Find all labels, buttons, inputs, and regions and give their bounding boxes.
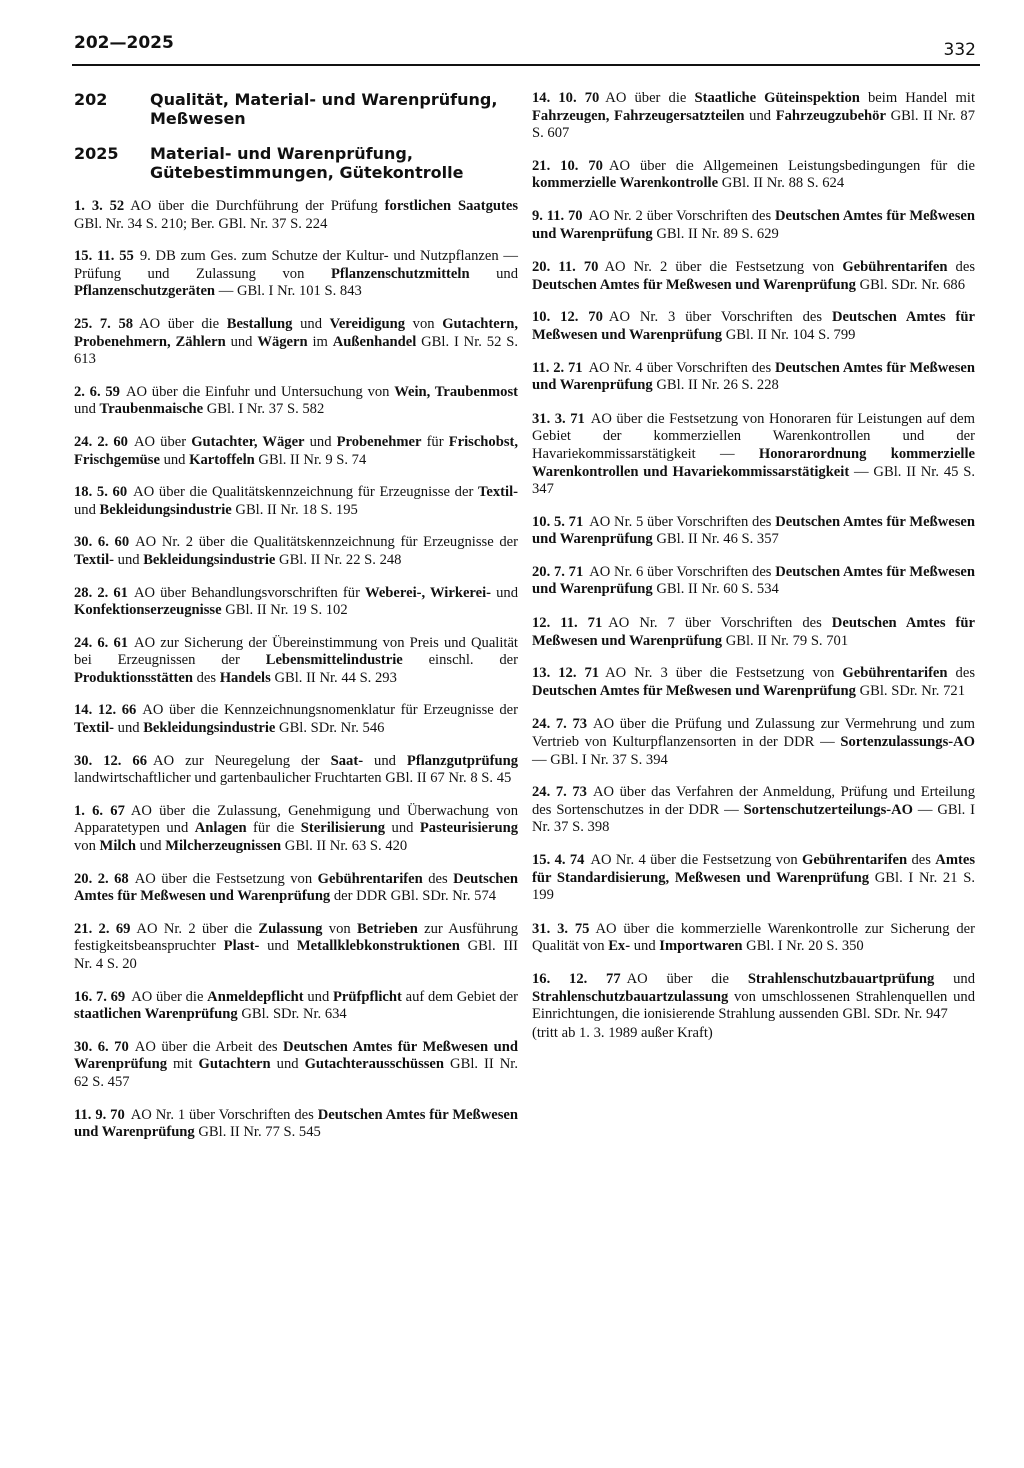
entry-text: AO über die Festsetzung von Honoraren für Leistungen auf dem Gebiet der kommerziellen Warenkontrollen und der Havariekommissarstätigkeit — bbox=[532, 410, 976, 462]
section-range: 202—2025 bbox=[74, 33, 174, 53]
entry-date: 20. 2. 68 bbox=[74, 870, 129, 887]
entry-text: GBl. II Nr. 46 S. 357 bbox=[652, 531, 779, 548]
entry-keyword: Gutachter, Wäger bbox=[191, 433, 305, 450]
entry-text: und bbox=[491, 584, 519, 601]
entry-keyword: Deutschen Amtes für Meßwesen und Warenprüfung bbox=[532, 309, 976, 343]
entry-text: AO Nr. 7 über Vorschriften des bbox=[608, 615, 832, 632]
entry-text: zur Ausführung festigkeitsbeanspruchter bbox=[74, 920, 518, 955]
entry-text: — GBl. II Nr. 45 S. 347 bbox=[532, 463, 975, 498]
entry-text: GBl. II Nr. 77 S. 545 bbox=[194, 1124, 321, 1141]
law-entry bbox=[532, 716, 975, 769]
entry-text: AO über die bbox=[605, 90, 695, 106]
entry-keyword: Ex- bbox=[608, 938, 631, 955]
entry-text: GBl. II Nr. 44 S. 293 bbox=[270, 669, 397, 686]
entry-text: GBl. SDr. Nr. 546 bbox=[275, 720, 385, 737]
law-entry bbox=[74, 316, 518, 369]
entry-text: GBl. II Nr. 22 S. 248 bbox=[275, 551, 402, 568]
entry-keyword: Deutschen Amtes für Meßwesen und Warenprüfung bbox=[532, 513, 975, 548]
entry-text: AO über die Allgemeinen Leistungsbedingungen für die bbox=[608, 157, 976, 174]
entry-text: AO über das Verfahren der Anmeldung, Prüfung und Erteilung des Sortenschutzes in der DDR — bbox=[532, 784, 975, 818]
entry-text: und bbox=[744, 107, 776, 124]
entry-keyword: Wein, Traubenmost bbox=[394, 383, 519, 400]
entry-date: 10. 5. 71 bbox=[532, 513, 584, 530]
entry-text: des bbox=[907, 852, 936, 868]
entry-text: AO Nr. 3 über Vorschriften des bbox=[608, 309, 832, 326]
entry-keyword: Gebührentarifen bbox=[842, 259, 948, 276]
entry-date: 31. 3. 75 bbox=[532, 920, 590, 937]
entry-date: 20. 7. 71 bbox=[532, 563, 584, 580]
law-entry bbox=[532, 615, 975, 650]
entry-keyword: Pflanzenschutzmitteln bbox=[330, 265, 470, 282]
law-entry bbox=[532, 158, 975, 193]
entry-text: GBl. II Nr. 9 S. 74 bbox=[254, 451, 367, 468]
law-entry bbox=[532, 411, 975, 499]
entry-date: 18. 5. 60 bbox=[74, 484, 128, 501]
entry-text: GBl. I Nr. 37 S. 582 bbox=[203, 401, 325, 418]
entry-text: landwirtschaftlicher und gartenbaulicher Fruchtarten GBl. II 67 Nr. 8 S. 45 bbox=[74, 770, 512, 787]
entry-text: GBl. SDr. Nr. 721 bbox=[855, 682, 965, 699]
entry-keyword: Lebensmittelindustrie bbox=[265, 652, 403, 669]
entry-keyword: Bekleidungsindustrie bbox=[99, 501, 232, 518]
entry-text: GBl. III Nr. 4 S. 20 bbox=[74, 938, 519, 972]
entry-keyword: Betrieben bbox=[357, 920, 418, 937]
subsection-heading bbox=[74, 144, 518, 182]
entry-text: des bbox=[947, 665, 975, 682]
entry-date: 14. 12. 66 bbox=[74, 702, 137, 719]
entry-text: AO über die Kennzeichnungsnomenklatur für Erzeugnisse der bbox=[142, 702, 519, 719]
subsection-title: Material- und Warenprüfung, Gütebestimmungen, Gütekontrolle bbox=[150, 144, 464, 182]
law-entry bbox=[532, 208, 975, 243]
law-entry bbox=[74, 989, 518, 1024]
entry-text: AO Nr. 2 über Vorschriften des bbox=[588, 207, 775, 224]
entry-keyword: forstlichen Saatgutes bbox=[384, 198, 519, 214]
entry-text: und bbox=[114, 551, 144, 568]
entry-keyword: Probenehmer bbox=[336, 433, 422, 450]
entry-text: AO über die Durchführung der Prüfung bbox=[130, 198, 385, 214]
entry-keyword: Plast- bbox=[223, 938, 260, 955]
entry-keyword: staatlichen Warenprüfung bbox=[74, 1006, 238, 1023]
law-entry bbox=[532, 921, 975, 956]
entry-keyword: Weberei-, Wirkerei- bbox=[365, 584, 492, 601]
entry-keyword: Wägern bbox=[257, 333, 308, 350]
entry-keyword: Deutschen Amtes für Meßwesen und Warenprüfung bbox=[74, 1038, 519, 1073]
section-title: Qualität, Material- und Warenprüfung, Meßwesen bbox=[150, 90, 498, 128]
entry-text: einschl. der bbox=[402, 652, 518, 669]
entry-keyword: Sortenschutzerteilungs-AO bbox=[743, 801, 913, 818]
entry-text: GBl. II Nr. 88 S. 624 bbox=[718, 175, 845, 192]
entry-keyword: Pflanzgutprüfung bbox=[406, 752, 519, 769]
section-heading bbox=[74, 90, 518, 128]
entry-date: 9. 11. 70 bbox=[532, 207, 583, 224]
entry-text: und bbox=[385, 820, 420, 837]
entry-text: und bbox=[303, 988, 333, 1005]
page-number: 332 bbox=[943, 40, 976, 60]
entry-keyword: Deutschen Amtes für Meßwesen und Warenprüfung bbox=[532, 682, 856, 699]
entry-text: und bbox=[469, 265, 518, 282]
law-entry bbox=[74, 384, 518, 419]
entry-text: AO Nr. 4 über Vorschriften des bbox=[588, 359, 775, 376]
entry-keyword: Deutschen Amtes für Meßwesen und Warenprüfung bbox=[532, 276, 856, 293]
entry-text: AO über die bbox=[626, 970, 748, 987]
law-entry bbox=[74, 248, 518, 301]
entry-text: GBl. II Nr. 60 S. 534 bbox=[652, 581, 779, 598]
entry-keyword: Traubenmaische bbox=[99, 401, 204, 418]
entry-text: und bbox=[292, 315, 330, 332]
right-column bbox=[532, 90, 975, 1042]
law-entry bbox=[74, 1039, 518, 1092]
entry-keyword: Textil- bbox=[478, 484, 518, 501]
entry-text: GBl. II Nr. 19 S. 102 bbox=[221, 602, 348, 619]
entry-date: 20. 11. 70 bbox=[532, 259, 599, 276]
entry-text: GBl. SDr. Nr. 634 bbox=[237, 1006, 347, 1023]
left-column bbox=[74, 90, 518, 1157]
entry-keyword: Honorarordnung kommerzielle Warenkontrollen und Havariekommissarstätigkeit bbox=[532, 445, 976, 480]
law-entry bbox=[74, 753, 518, 788]
entry-date: 21. 2. 69 bbox=[74, 920, 131, 937]
entry-keyword: Deutschen Amtes für Meßwesen und Warenprüfung bbox=[532, 207, 975, 242]
entry-text: und bbox=[363, 752, 407, 769]
law-entry bbox=[532, 90, 975, 143]
law-entry bbox=[532, 784, 975, 837]
entry-date: 24. 6. 61 bbox=[74, 634, 129, 651]
left-entry-list bbox=[74, 198, 518, 1142]
entry-text: von bbox=[74, 838, 100, 855]
entry-text: GBl. II Nr. 63 S. 420 bbox=[281, 838, 408, 855]
entry-date: 11. 2. 71 bbox=[532, 359, 583, 376]
entry-keyword: Amtes für Standardisierung, Meßwesen und Warenprüfung bbox=[532, 852, 976, 886]
entry-date: 11. 9. 70 bbox=[74, 1106, 125, 1123]
entry-text: AO Nr. 4 über die Festsetzung von bbox=[590, 852, 803, 868]
law-entry bbox=[74, 702, 518, 737]
entry-keyword: Deutschen Amtes für Meßwesen und Warenprüfung bbox=[532, 563, 975, 598]
entry-date: 14. 10. 70 bbox=[532, 90, 600, 106]
law-entry bbox=[532, 514, 975, 549]
entry-keyword: Deutschen Amtes für Meßwesen und Warenprüfung bbox=[74, 1106, 519, 1141]
entry-date: 30. 6. 70 bbox=[74, 1038, 129, 1055]
entry-date: 10. 12. 70 bbox=[532, 309, 603, 326]
entry-keyword: Konfektionserzeugnisse bbox=[74, 602, 222, 619]
law-entry bbox=[532, 665, 975, 700]
entry-text: AO über die Einfuhr und Untersuchung von bbox=[125, 383, 395, 400]
entry-keyword: Produktionsstätten bbox=[74, 669, 193, 686]
entry-text: GBl. I Nr. 52 S. 613 bbox=[74, 333, 518, 368]
entry-text: und bbox=[630, 938, 660, 955]
law-entry bbox=[74, 198, 518, 233]
entry-text: GBl. Nr. 34 S. 210; Ber. GBl. Nr. 37 S. 224 bbox=[74, 215, 328, 232]
entry-date: 15. 11. 55 bbox=[74, 248, 134, 265]
entry-date: 1. 6. 67 bbox=[74, 802, 125, 819]
law-entry bbox=[532, 971, 975, 1024]
entry-keyword: kommerzielle Warenkontrolle bbox=[532, 175, 719, 192]
entry-text: von bbox=[405, 315, 443, 332]
entry-date: 30. 12. 66 bbox=[74, 752, 148, 769]
entry-text: AO über die Qualitätskennzeichnung für Erzeugnisse der bbox=[133, 484, 478, 501]
entry-keyword: Zulassung bbox=[258, 920, 323, 937]
entry-text: GBl. I Nr. 21 S. 199 bbox=[532, 869, 975, 904]
entry-text: GBl. SDr. Nr. 686 bbox=[855, 276, 965, 293]
entry-keyword: Metallklebkonstruktionen bbox=[296, 938, 460, 955]
entry-text: AO zur Sicherung der Übereinstimmung von Preis und Qualität bei Erzeugnissen der bbox=[74, 634, 518, 669]
entry-keyword: Textil- bbox=[74, 720, 114, 737]
entry-text: der DDR GBl. SDr. Nr. 574 bbox=[330, 888, 497, 905]
entry-text: — GBl. I Nr. 37 S. 394 bbox=[532, 751, 668, 768]
entry-keyword: Fahrzeugen, Fahrzeugersatzteilen bbox=[532, 107, 745, 124]
section-number: 202 bbox=[74, 90, 108, 109]
subsection-number: 2025 bbox=[74, 144, 119, 163]
entry-text: AO über Behandlungsvorschriften für bbox=[133, 584, 366, 601]
law-entry bbox=[74, 585, 518, 620]
entry-keyword: Gutachtern, Probenehmern, Zählern bbox=[74, 315, 519, 350]
entry-date: 2. 6. 59 bbox=[74, 383, 120, 400]
entry-date: 25. 7. 58 bbox=[74, 315, 134, 332]
law-entry bbox=[532, 564, 975, 599]
entry-date: 28. 2. 61 bbox=[74, 584, 128, 601]
entry-date: 24. 7. 73 bbox=[532, 716, 588, 733]
entry-keyword: Anlagen bbox=[194, 820, 247, 837]
law-entry bbox=[74, 534, 518, 569]
entry-keyword: Kartoffeln bbox=[189, 451, 255, 468]
entry-text: AO Nr. 2 über die Qualitätskennzeichnung für Erzeugnisse der bbox=[135, 534, 518, 551]
entry-text: für die bbox=[246, 820, 301, 837]
entry-text: für bbox=[421, 433, 449, 450]
entry-text: AO über die Arbeit des bbox=[134, 1038, 284, 1055]
page-header bbox=[72, 30, 980, 66]
entry-keyword: Deutschen Amtes für Meßwesen und Warenprüfung bbox=[532, 359, 975, 394]
law-entry bbox=[532, 852, 975, 905]
entry-keyword: Saat- bbox=[330, 752, 364, 769]
entry-text: AO Nr. 6 über Vorschriften des bbox=[589, 563, 776, 580]
law-entry bbox=[74, 871, 518, 906]
entry-keyword: Bekleidungsindustrie bbox=[143, 720, 276, 737]
entry-date: 16. 7. 69 bbox=[74, 988, 126, 1005]
entry-text: und bbox=[270, 1056, 305, 1073]
entry-text: und bbox=[136, 838, 166, 855]
entry-text: und bbox=[259, 938, 297, 955]
entry-text: AO über die Festsetzung von bbox=[134, 870, 318, 887]
entry-keyword: Außenhandel bbox=[332, 333, 417, 350]
entry-date: 21. 10. 70 bbox=[532, 157, 603, 174]
entry-text: des bbox=[422, 870, 454, 887]
entry-date: 13. 12. 71 bbox=[532, 665, 600, 682]
entry-keyword: Gebührentarifen bbox=[802, 852, 908, 868]
entry-keyword: Deutschen Amtes für Meßwesen und Warenprüfung bbox=[532, 615, 975, 649]
entry-date: 1. 3. 52 bbox=[74, 198, 125, 214]
entry-text: und bbox=[74, 401, 100, 418]
entry-keyword: Milcherzeugnissen bbox=[165, 838, 282, 855]
entry-text: auf dem Gebiet der bbox=[401, 988, 519, 1005]
entry-text: und bbox=[934, 970, 975, 987]
entry-text: des bbox=[947, 259, 976, 276]
entry-keyword: Sterilisierung bbox=[300, 820, 386, 837]
entry-date: 16. 12. 77 bbox=[532, 970, 621, 987]
entry-text: und bbox=[225, 333, 258, 350]
law-entry bbox=[74, 635, 518, 688]
entry-keyword: Deutschen Amtes für Meßwesen und Warenprüfung bbox=[74, 870, 518, 905]
entry-text: AO über bbox=[133, 433, 192, 450]
right-entry-list bbox=[532, 90, 975, 1024]
entry-text: AO über die Prüfung und Zulassung zur Vermehrung und zum Vertrieb von Kulturpflanzensorten in der DDR — bbox=[532, 716, 975, 751]
entry-date: 30. 6. 60 bbox=[74, 534, 130, 551]
entry-date: 12. 11. 71 bbox=[532, 615, 603, 632]
law-entry bbox=[74, 1107, 518, 1142]
entry-text: AO über die Zulassung, Genehmigung und Überwachung von Apparatetypen und bbox=[74, 802, 519, 837]
entry-text: GBl. II Nr. 87 S. 607 bbox=[532, 107, 975, 142]
entry-text: — GBl. I Nr. 101 S. 843 bbox=[215, 283, 362, 300]
entry-text: GBl. II Nr. 104 S. 799 bbox=[722, 326, 856, 343]
entry-text: AO Nr. 2 über die bbox=[136, 920, 259, 937]
entry-text: 9. DB zum Ges. zum Schutze der Kultur- und Nutzpflanzen — Prüfung und Zulassung von bbox=[74, 248, 518, 282]
entry-text: GBl. II Nr. 18 S. 195 bbox=[231, 501, 358, 518]
law-entry bbox=[74, 803, 518, 856]
entry-text: AO über die kommerzielle Warenkontrolle zur Sicherung der Qualität von bbox=[532, 920, 975, 955]
entry-text: AO Nr. 1 über Vorschriften des bbox=[130, 1106, 318, 1123]
law-entry bbox=[74, 434, 518, 469]
entry-text: und bbox=[114, 720, 144, 737]
entry-text: GBl. II Nr. 79 S. 701 bbox=[722, 632, 849, 649]
entry-keyword: Sortenzulassungs-AO bbox=[840, 734, 975, 751]
law-entry bbox=[532, 309, 975, 344]
entry-keyword: Fahrzeugzubehör bbox=[775, 107, 886, 124]
entry-keyword: Gebührentarifen bbox=[317, 870, 423, 887]
entry-keyword: Handels bbox=[219, 669, 271, 686]
entry-text: im bbox=[307, 333, 333, 350]
entry-text: AO Nr. 2 über die Festsetzung von bbox=[604, 259, 843, 276]
law-entry bbox=[532, 360, 975, 395]
entry-date: 15. 4. 74 bbox=[532, 852, 585, 868]
entry-text: GBl. II Nr. 89 S. 629 bbox=[652, 225, 779, 242]
entry-text: und bbox=[304, 433, 337, 450]
entry-text: AO zur Neuregelung der bbox=[153, 752, 331, 769]
entry-text: AO Nr. 3 über die Festsetzung von bbox=[605, 665, 843, 682]
entry-text: AO über die bbox=[139, 315, 227, 332]
entry-keyword: Strahlenschutzbauartprüfung bbox=[747, 970, 935, 987]
entry-keyword: Gebührentarifen bbox=[842, 665, 948, 682]
entry-date: 24. 7. 73 bbox=[532, 784, 587, 801]
entry-text: GBl. I Nr. 20 S. 350 bbox=[742, 938, 864, 955]
entry-keyword: Milch bbox=[99, 838, 137, 855]
entry-keyword: Importwaren bbox=[659, 938, 743, 955]
entry-text: und bbox=[74, 501, 100, 518]
entry-keyword: Gutachterausschüssen bbox=[304, 1056, 445, 1073]
entry-keyword: Bestallung bbox=[226, 315, 293, 332]
entry-text: und bbox=[159, 451, 190, 468]
entry-text: von umschlossenen Strahlenquellen und Einrichtungen, die ionisierende Strahlung aussenden GBl. SDr. Nr. 947 bbox=[532, 988, 975, 1023]
law-entry bbox=[74, 484, 518, 519]
validity-note: (tritt ab 1. 3. 1989 außer Kraft) bbox=[532, 1024, 713, 1041]
entry-keyword: Frischobst, Frischgemüse bbox=[74, 433, 519, 468]
entry-text: beim Handel mit bbox=[859, 90, 975, 106]
entry-text: des bbox=[192, 669, 220, 686]
entry-keyword: Vereidigung bbox=[329, 315, 406, 332]
entry-keyword: Strahlenschutzbauartzulassung bbox=[532, 988, 729, 1005]
entry-text: GBl. II Nr. 26 S. 228 bbox=[652, 377, 779, 394]
entry-keyword: Gutachtern bbox=[198, 1056, 271, 1073]
entry-date: 24. 2. 60 bbox=[74, 433, 128, 450]
entry-text: — GBl. I Nr. 37 S. 398 bbox=[532, 801, 976, 836]
entry-text: von bbox=[322, 920, 358, 937]
entry-text: mit bbox=[167, 1056, 199, 1073]
law-entry bbox=[532, 259, 975, 294]
law-entry bbox=[74, 921, 518, 974]
entry-keyword: Anmeldepflicht bbox=[207, 988, 304, 1005]
entry-keyword: Textil- bbox=[74, 551, 114, 568]
entry-keyword: Prüfpflicht bbox=[332, 988, 402, 1005]
entry-keyword: Pasteurisierung bbox=[419, 820, 518, 837]
entry-date: 31. 3. 71 bbox=[532, 410, 585, 427]
entry-keyword: Pflanzenschutzgeräten bbox=[74, 283, 216, 300]
entry-text: AO Nr. 5 über Vorschriften des bbox=[589, 513, 776, 530]
entry-keyword: Staatliche Güteinspektion bbox=[694, 90, 860, 106]
entry-text: AO über die bbox=[131, 988, 208, 1005]
entry-text: GBl. II Nr. 62 S. 457 bbox=[74, 1056, 518, 1090]
entry-keyword: Bekleidungsindustrie bbox=[143, 551, 276, 568]
